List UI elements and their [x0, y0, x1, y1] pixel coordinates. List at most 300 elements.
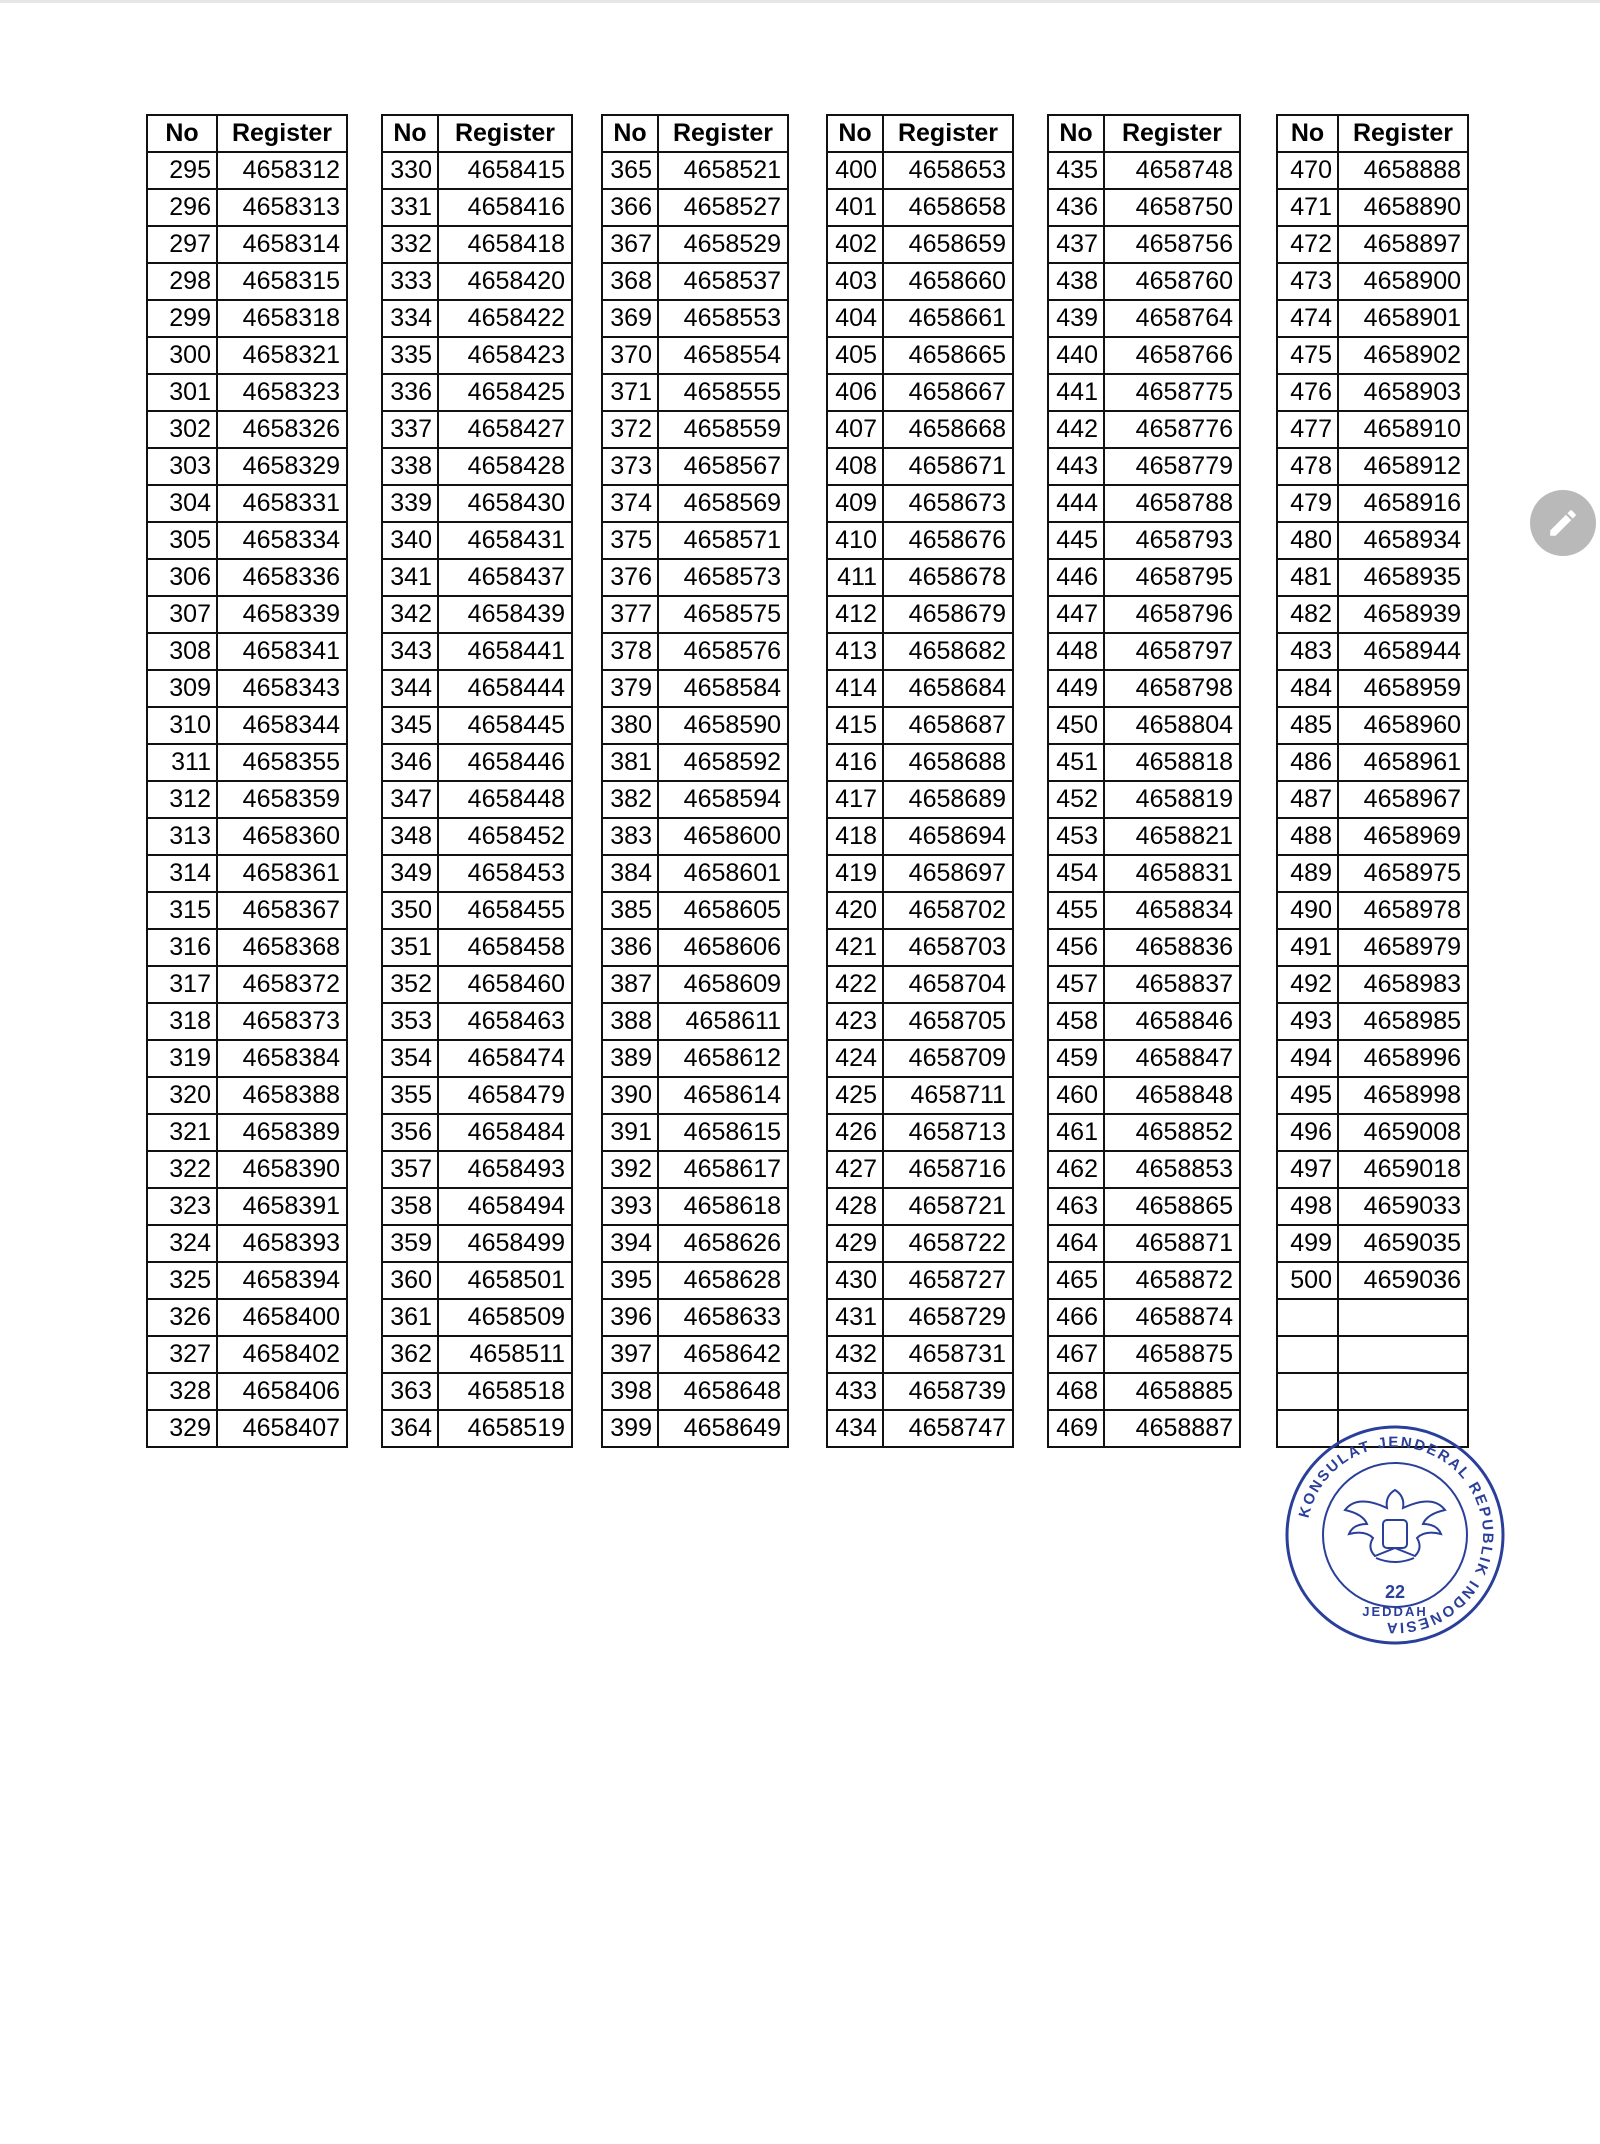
- cell-no: 472: [1277, 226, 1338, 263]
- cell-register: 4658874: [1104, 1299, 1240, 1336]
- cell-register: 4658748: [1104, 152, 1240, 189]
- table-row: [147, 1373, 347, 1410]
- table-row: [1277, 1225, 1468, 1262]
- cell-register: 4658865: [1104, 1188, 1240, 1225]
- cell-register: 4658775: [1104, 374, 1240, 411]
- table-row: [827, 263, 1013, 300]
- table-row: [1048, 1040, 1240, 1077]
- table-row: [147, 1410, 347, 1447]
- table-row: [1277, 707, 1468, 744]
- cell-register: 4658441: [438, 633, 572, 670]
- cell-register: 4658668: [883, 411, 1013, 448]
- cell-register: 4658339: [217, 596, 347, 633]
- cell-register: 4658760: [1104, 263, 1240, 300]
- table-row: [827, 633, 1013, 670]
- cell-register: 4658614: [658, 1077, 788, 1114]
- cell-no: 374: [602, 485, 658, 522]
- cell-register: 4658445: [438, 707, 572, 744]
- cell-no: [1277, 1299, 1338, 1336]
- cell-register: 4658996: [1338, 1040, 1468, 1077]
- cell-register: 4658831: [1104, 855, 1240, 892]
- cell-no: 326: [147, 1299, 217, 1336]
- cell-register: 4658750: [1104, 189, 1240, 226]
- table-row: [602, 152, 788, 189]
- cell-register: 4658779: [1104, 448, 1240, 485]
- cell-register: 4658612: [658, 1040, 788, 1077]
- table-row: [147, 559, 347, 596]
- table-row: [602, 559, 788, 596]
- cell-register: 4658618: [658, 1188, 788, 1225]
- column-header-register: Register: [1104, 115, 1240, 152]
- table-row: [382, 300, 572, 337]
- table-row: [827, 448, 1013, 485]
- cell-register: 4658444: [438, 670, 572, 707]
- edit-button[interactable]: [1530, 490, 1596, 556]
- cell-no: 439: [1048, 300, 1104, 337]
- cell-register: 4658871: [1104, 1225, 1240, 1262]
- cell-register: 4658667: [883, 374, 1013, 411]
- table-row: [382, 707, 572, 744]
- cell-register: 4658326: [217, 411, 347, 448]
- cell-register: 4658935: [1338, 559, 1468, 596]
- cell-register: 4658372: [217, 966, 347, 1003]
- table-row: [1048, 818, 1240, 855]
- cell-no: 306: [147, 559, 217, 596]
- table-row: [147, 411, 347, 448]
- cell-no: 411: [827, 559, 883, 596]
- table-row: [147, 374, 347, 411]
- cell-no: 345: [382, 707, 438, 744]
- table-row: [602, 1114, 788, 1151]
- cell-register: 4658721: [883, 1188, 1013, 1225]
- column-header-no: No: [1277, 115, 1338, 152]
- cell-no: 453: [1048, 818, 1104, 855]
- cell-register: 4658985: [1338, 1003, 1468, 1040]
- table-row: [382, 818, 572, 855]
- cell-no: 491: [1277, 929, 1338, 966]
- table-row: [1277, 929, 1468, 966]
- cell-no: 389: [602, 1040, 658, 1077]
- table-row: [827, 707, 1013, 744]
- cell-register: 4658437: [438, 559, 572, 596]
- cell-no: 459: [1048, 1040, 1104, 1077]
- cell-register: 4658739: [883, 1373, 1013, 1410]
- table-row: [827, 855, 1013, 892]
- cell-register: 4658373: [217, 1003, 347, 1040]
- cell-register: 4658797: [1104, 633, 1240, 670]
- cell-register: 4658368: [217, 929, 347, 966]
- cell-register: 4658978: [1338, 892, 1468, 929]
- cell-register: 4658703: [883, 929, 1013, 966]
- table-row: [1277, 744, 1468, 781]
- table-row: [1277, 411, 1468, 448]
- table-row: [827, 781, 1013, 818]
- cell-register: 4658766: [1104, 337, 1240, 374]
- cell-no: 308: [147, 633, 217, 670]
- cell-register: 4658601: [658, 855, 788, 892]
- table-row: [382, 374, 572, 411]
- column-header-register: Register: [1338, 115, 1468, 152]
- cell-no: 373: [602, 448, 658, 485]
- table-row: [1277, 966, 1468, 1003]
- cell-register: 4658660: [883, 263, 1013, 300]
- table-row: [1048, 929, 1240, 966]
- cell-register: 4658671: [883, 448, 1013, 485]
- cell-register: 4658527: [658, 189, 788, 226]
- table-row: [147, 929, 347, 966]
- cell-register: 4658626: [658, 1225, 788, 1262]
- table-row: [382, 670, 572, 707]
- table-row: [1277, 633, 1468, 670]
- column-header-no: No: [602, 115, 658, 152]
- cell-no: 477: [1277, 411, 1338, 448]
- cell-register: 4658425: [438, 374, 572, 411]
- cell-no: 344: [382, 670, 438, 707]
- column-header-register: Register: [883, 115, 1013, 152]
- cell-no: 309: [147, 670, 217, 707]
- cell-register: 4658600: [658, 818, 788, 855]
- cell-no: 407: [827, 411, 883, 448]
- cell-register: 4658555: [658, 374, 788, 411]
- cell-no: 437: [1048, 226, 1104, 263]
- cell-register: 4658567: [658, 448, 788, 485]
- cell-register: 4658606: [658, 929, 788, 966]
- cell-no: 356: [382, 1114, 438, 1151]
- cell-no: 479: [1277, 485, 1338, 522]
- cell-no: 471: [1277, 189, 1338, 226]
- cell-no: 482: [1277, 596, 1338, 633]
- table-row: [827, 485, 1013, 522]
- table-row: [1048, 522, 1240, 559]
- cell-no: 488: [1277, 818, 1338, 855]
- cell-register: 4658705: [883, 1003, 1013, 1040]
- cell-register: 4658819: [1104, 781, 1240, 818]
- table-row: [382, 1077, 572, 1114]
- cell-register: 4658979: [1338, 929, 1468, 966]
- cell-no: 487: [1277, 781, 1338, 818]
- cell-no: 418: [827, 818, 883, 855]
- cell-register: 4658903: [1338, 374, 1468, 411]
- cell-register: 4658688: [883, 744, 1013, 781]
- cell-no: 365: [602, 152, 658, 189]
- cell-register: 4658960: [1338, 707, 1468, 744]
- table-row: [602, 596, 788, 633]
- table-row: [1277, 1373, 1468, 1410]
- table-row: [602, 226, 788, 263]
- cell-register: 4658418: [438, 226, 572, 263]
- cell-register: 4658709: [883, 1040, 1013, 1077]
- table-row: [1048, 633, 1240, 670]
- cell-no: 382: [602, 781, 658, 818]
- cell-register: 4658360: [217, 818, 347, 855]
- table-row: [602, 411, 788, 448]
- cell-register: 4658331: [217, 485, 347, 522]
- table-row: [1048, 707, 1240, 744]
- cell-no: 425: [827, 1077, 883, 1114]
- table-row: [827, 892, 1013, 929]
- table-row: [382, 1336, 572, 1373]
- cell-no: 366: [602, 189, 658, 226]
- cell-no: 300: [147, 337, 217, 374]
- cell-register: 4658617: [658, 1151, 788, 1188]
- table-row: [382, 226, 572, 263]
- table-row: [602, 929, 788, 966]
- cell-register: 4658975: [1338, 855, 1468, 892]
- cell-register: 4658576: [658, 633, 788, 670]
- cell-no: 466: [1048, 1299, 1104, 1336]
- cell-no: 435: [1048, 152, 1104, 189]
- table-row: [827, 1077, 1013, 1114]
- table-row: [1277, 485, 1468, 522]
- cell-no: 329: [147, 1410, 217, 1447]
- table-row: [147, 226, 347, 263]
- table-row: [602, 337, 788, 374]
- table-row: [147, 485, 347, 522]
- header-row: [382, 115, 572, 152]
- cell-register: 4658609: [658, 966, 788, 1003]
- cell-no: 450: [1048, 707, 1104, 744]
- cell-no: 478: [1277, 448, 1338, 485]
- cell-register: 4658394: [217, 1262, 347, 1299]
- column-header-no: No: [147, 115, 217, 152]
- cell-register: 4658367: [217, 892, 347, 929]
- cell-register: 4658713: [883, 1114, 1013, 1151]
- table-row: [1048, 226, 1240, 263]
- cell-register: 4658439: [438, 596, 572, 633]
- cell-no: 363: [382, 1373, 438, 1410]
- table-row: [1277, 522, 1468, 559]
- cell-no: 323: [147, 1188, 217, 1225]
- cell-no: 432: [827, 1336, 883, 1373]
- cell-no: 304: [147, 485, 217, 522]
- table-row: [382, 1188, 572, 1225]
- cell-no: 368: [602, 263, 658, 300]
- cell-register: 4658493: [438, 1151, 572, 1188]
- cell-no: 394: [602, 1225, 658, 1262]
- cell-no: 299: [147, 300, 217, 337]
- cell-register: 4658872: [1104, 1262, 1240, 1299]
- table-row: [147, 189, 347, 226]
- cell-no: 317: [147, 966, 217, 1003]
- cell-no: 420: [827, 892, 883, 929]
- table-row: [602, 1077, 788, 1114]
- table-row: [1048, 1225, 1240, 1262]
- cell-register: 4658321: [217, 337, 347, 374]
- cell-no: 465: [1048, 1262, 1104, 1299]
- cell-register: 4658313: [217, 189, 347, 226]
- stamp-city: JEDDAH: [1362, 1604, 1428, 1619]
- table-row: [1277, 855, 1468, 892]
- table-row: [827, 966, 1013, 1003]
- table-row: [1277, 818, 1468, 855]
- table-row: [147, 263, 347, 300]
- cell-no: 442: [1048, 411, 1104, 448]
- cell-register: 4658463: [438, 1003, 572, 1040]
- table-row: [147, 1262, 347, 1299]
- cell-no: 422: [827, 966, 883, 1003]
- cell-register: 4658315: [217, 263, 347, 300]
- cell-no: 419: [827, 855, 883, 892]
- table-row: [827, 1410, 1013, 1447]
- cell-register: 4658402: [217, 1336, 347, 1373]
- table-row: [382, 781, 572, 818]
- cell-register: 4658521: [658, 152, 788, 189]
- table-row: [1048, 1003, 1240, 1040]
- cell-register: 4658427: [438, 411, 572, 448]
- pencil-icon: [1546, 506, 1580, 540]
- table-row: [1277, 1262, 1468, 1299]
- table-row: [382, 189, 572, 226]
- cell-no: 463: [1048, 1188, 1104, 1225]
- cell-register: 4658702: [883, 892, 1013, 929]
- cell-register: 4658888: [1338, 152, 1468, 189]
- register-table: [826, 114, 1014, 1448]
- table-row: [147, 448, 347, 485]
- cell-register: 4658961: [1338, 744, 1468, 781]
- cell-no: 393: [602, 1188, 658, 1225]
- cell-register: 4658804: [1104, 707, 1240, 744]
- cell-no: 441: [1048, 374, 1104, 411]
- table-row: [147, 1003, 347, 1040]
- cell-register: 4658341: [217, 633, 347, 670]
- cell-register: 4658415: [438, 152, 572, 189]
- table-row: [1277, 1040, 1468, 1077]
- cell-no: 313: [147, 818, 217, 855]
- cell-register: 4658678: [883, 559, 1013, 596]
- cell-no: 340: [382, 522, 438, 559]
- cell-no: 367: [602, 226, 658, 263]
- cell-no: 447: [1048, 596, 1104, 633]
- cell-no: 320: [147, 1077, 217, 1114]
- cell-no: 388: [602, 1003, 658, 1040]
- cell-no: 337: [382, 411, 438, 448]
- cell-register: 4658390: [217, 1151, 347, 1188]
- table-row: [827, 1188, 1013, 1225]
- cell-no: 390: [602, 1077, 658, 1114]
- cell-no: 498: [1277, 1188, 1338, 1225]
- cell-register: 4658821: [1104, 818, 1240, 855]
- cell-register: 4658885: [1104, 1373, 1240, 1410]
- cell-no: 327: [147, 1336, 217, 1373]
- table-row: [1048, 1151, 1240, 1188]
- table-row: [1048, 1114, 1240, 1151]
- cell-no: 314: [147, 855, 217, 892]
- table-row: [1277, 448, 1468, 485]
- table-row: [827, 1003, 1013, 1040]
- cell-no: 452: [1048, 781, 1104, 818]
- cell-register: 4658939: [1338, 596, 1468, 633]
- cell-no: 297: [147, 226, 217, 263]
- cell-no: 413: [827, 633, 883, 670]
- cell-no: 350: [382, 892, 438, 929]
- cell-register: [1338, 1299, 1468, 1336]
- cell-no: 301: [147, 374, 217, 411]
- cell-no: [1277, 1373, 1338, 1410]
- cell-register: 4658590: [658, 707, 788, 744]
- cell-no: 454: [1048, 855, 1104, 892]
- cell-register: 4658998: [1338, 1077, 1468, 1114]
- table-row: [602, 1336, 788, 1373]
- cell-no: 445: [1048, 522, 1104, 559]
- cell-register: 4658420: [438, 263, 572, 300]
- cell-no: 319: [147, 1040, 217, 1077]
- table-row: [827, 1262, 1013, 1299]
- table-row: [1277, 1336, 1468, 1373]
- table-row: [147, 781, 347, 818]
- cell-register: 4658897: [1338, 226, 1468, 263]
- cell-no: 495: [1277, 1077, 1338, 1114]
- cell-register: 4658389: [217, 1114, 347, 1151]
- cell-no: 332: [382, 226, 438, 263]
- cell-register: [1338, 1373, 1468, 1410]
- cell-no: 470: [1277, 152, 1338, 189]
- cell-register: 4658584: [658, 670, 788, 707]
- table-row: [382, 1003, 572, 1040]
- table-row: [147, 300, 347, 337]
- column-header-no: No: [827, 115, 883, 152]
- table-row: [1048, 1336, 1240, 1373]
- cell-no: 430: [827, 1262, 883, 1299]
- cell-no: 396: [602, 1299, 658, 1336]
- table-row: [602, 189, 788, 226]
- register-table: [146, 114, 348, 1448]
- cell-no: 486: [1277, 744, 1338, 781]
- cell-no: 353: [382, 1003, 438, 1040]
- table-row: [147, 152, 347, 189]
- cell-no: 448: [1048, 633, 1104, 670]
- cell-no: 423: [827, 1003, 883, 1040]
- table-row: [827, 152, 1013, 189]
- table-row: [382, 1225, 572, 1262]
- cell-no: 322: [147, 1151, 217, 1188]
- cell-register: 4658446: [438, 744, 572, 781]
- cell-no: 352: [382, 966, 438, 1003]
- cell-register: 4658697: [883, 855, 1013, 892]
- cell-no: 318: [147, 1003, 217, 1040]
- cell-no: 381: [602, 744, 658, 781]
- table-row: [382, 1262, 572, 1299]
- cell-register: 4658428: [438, 448, 572, 485]
- cell-no: 490: [1277, 892, 1338, 929]
- page-top-edge: [0, 0, 1600, 3]
- cell-register: 4658423: [438, 337, 572, 374]
- table-row: [602, 818, 788, 855]
- cell-register: 4658653: [883, 152, 1013, 189]
- cell-no: 460: [1048, 1077, 1104, 1114]
- cell-no: 429: [827, 1225, 883, 1262]
- cell-no: 302: [147, 411, 217, 448]
- cell-register: 4658659: [883, 226, 1013, 263]
- cell-no: 467: [1048, 1336, 1104, 1373]
- cell-register: 4658944: [1338, 633, 1468, 670]
- table-row: [827, 300, 1013, 337]
- cell-no: 444: [1048, 485, 1104, 522]
- table-row: [1277, 892, 1468, 929]
- cell-register: 4658615: [658, 1114, 788, 1151]
- cell-register: 4658501: [438, 1262, 572, 1299]
- table-row: [382, 559, 572, 596]
- table-row: [602, 633, 788, 670]
- table-row: [602, 485, 788, 522]
- cell-no: 360: [382, 1262, 438, 1299]
- cell-register: 4658689: [883, 781, 1013, 818]
- register-table: [381, 114, 573, 1448]
- cell-register: 4658407: [217, 1410, 347, 1447]
- cell-register: 4658795: [1104, 559, 1240, 596]
- table-row: [1277, 1151, 1468, 1188]
- cell-no: 348: [382, 818, 438, 855]
- cell-no: 307: [147, 596, 217, 633]
